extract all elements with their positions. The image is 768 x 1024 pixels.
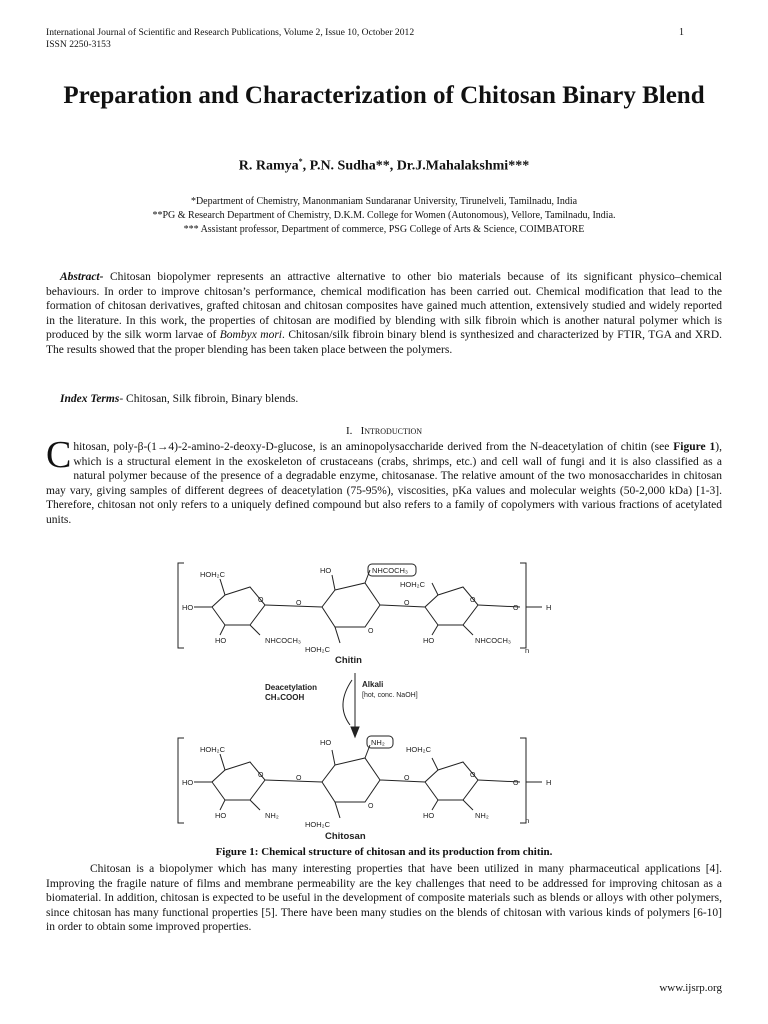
figure-caption: Figure 1: Chemical structure of chitosan and its production from chitin.	[215, 846, 553, 858]
intro-paragraph	[46, 434, 722, 527]
chitosan-ho-label: HO	[215, 811, 227, 820]
chitin-ho-end: HO	[182, 603, 194, 612]
abstract-label: Abstract-	[60, 271, 104, 283]
chitin-hoh2c-label: HOH₂C	[200, 570, 225, 579]
ring-oxygen: O	[470, 772, 476, 779]
paper-title: Preparation and Characterization of Chitosan Binary Blend	[63, 82, 705, 109]
chitosan-ho-label: HO	[320, 738, 332, 747]
affiliation-3: *** Assistant professor, Department of commerce, PSG College of Arts & Science, COIMBATORE	[183, 224, 585, 235]
affiliations	[0, 195, 768, 237]
chitosan-h-end: H	[546, 778, 552, 787]
glycosidic-oxygen: O	[404, 775, 410, 782]
author-1: R. Ramya	[238, 158, 299, 174]
chitin-nhcoch3-label: NHCOCH₃	[265, 636, 301, 645]
chitosan-ho-end: HO	[182, 778, 194, 787]
affiliation-1: *Department of Chemistry, Manonmaniam Sundaranar University, Tirunelveli, Tamilnadu, India	[190, 196, 578, 207]
chitin-hoh2c-label: HOH₂C	[305, 645, 330, 654]
index-terms	[46, 392, 722, 407]
terminal-oxygen: O	[513, 780, 519, 787]
intro-text-1: hitosan, poly-β-(1→4)-2-amino-2-deoxy-D-glucose, is an aminopolysaccharide derived from the N-deacetylation of chitin (see	[73, 441, 674, 453]
chemical-structure-figure	[170, 555, 570, 845]
section-number: I.	[345, 425, 353, 437]
intro-text-2: ), which is a structural element in the exoskeleton of crustaceans (crabs, shrimps, etc.) and cell wall of fungi and it is also classified as a natural polymer because of the presence of a degradable enzyme, chitosanase. The relative amount of the two monosaccharides in chitosan may vary, giving samples of different degrees of deacetylation (75-95%), viscosities, pKa values and molecular weights (50-2,000 kDa) [1-3]. Therefore, chitosan not only refers to a uniquely defined compound but also refers to a family of copolymers with various fractions of acetylated units.	[46, 441, 722, 526]
glycosidic-oxygen: O	[296, 600, 302, 607]
chitosan-repeat-n: n	[525, 816, 530, 825]
terminal-oxygen: O	[513, 605, 519, 612]
affiliation-2: **PG & Research Department of Chemistry, D.K.M. College for Women (Autonomous), Vellore, Tamilnadu, India.	[152, 210, 616, 221]
chitosan-nh2-boxed: NH₂	[371, 738, 385, 747]
alkali-conditions: [hot, conc. NaOH]	[362, 692, 418, 699]
chitin-ho-label: HO	[320, 566, 332, 575]
ring-oxygen: O	[470, 597, 476, 604]
chitin-nhcoch3-boxed: NHCOCH₃	[372, 566, 408, 575]
chitosan-label: Chitosan	[325, 831, 366, 842]
glycosidic-oxygen: O	[404, 600, 410, 607]
chitosan-hoh2c-label: HOH₂C	[305, 820, 330, 829]
section-title: Introduction	[360, 425, 423, 437]
chitin-label: Chitin	[335, 655, 362, 666]
ring-oxygen: O	[258, 597, 264, 604]
ch3cooh-label: CH₃COOH	[265, 693, 305, 702]
abstract-text-2: . Chitosan/silk fibroin binary blend is synthesized and characterized by FTIR, TGA and XRD. The results showed that the proper blending has been taken place between the polymers.	[46, 329, 723, 356]
chitosan-hoh2c-label: HOH₂C	[406, 745, 431, 754]
abstract-species: Bombyx mori	[219, 329, 283, 341]
chitosan-nh2-label: NH₂	[265, 811, 279, 820]
glycosidic-oxygen: O	[296, 775, 302, 782]
figure-ref: Figure 1	[673, 441, 716, 453]
ring-oxygen: O	[368, 628, 374, 635]
abstract	[46, 270, 722, 357]
chitin-hoh2c-label: HOH₂C	[400, 580, 425, 589]
page-number: 1	[679, 27, 684, 38]
journal-name: International Journal of Scientific and Research Publications, Volume 2, Issue 10, October 2012	[46, 27, 415, 38]
footer-url: www.ijsrp.org	[659, 982, 722, 994]
section-heading	[0, 425, 768, 437]
chitin-repeat-n: n	[525, 646, 530, 655]
body-paragraph-2: Chitosan is a biopolymer which has many interesting properties that have been utilized in many pharmaceutical applications [4]. Improving the fragile nature of films and membrane permeability are the key challenges that need to be addressed for improving chitosan as a biomaterial. In addition, chitosan is expected to be useful in the development of composite materials such as blends or alloys with other polymers, since chitosan has many functional properties [5]. There have been many studies on the blends of chitosan with various kinds of polymers [6-10] in order to obtain some improved properties.	[46, 863, 722, 933]
alkali-label: Alkali	[362, 680, 384, 689]
index-terms-label: Index Terms	[60, 393, 120, 405]
author-list	[0, 157, 768, 175]
author-1-mark: *	[298, 157, 303, 166]
chitin-h-end: H	[546, 603, 552, 612]
chitin-ho-label: HO	[423, 636, 435, 645]
ring-oxygen: O	[258, 772, 264, 779]
issn: ISSN 2250-3153	[46, 39, 111, 50]
running-header	[46, 27, 414, 51]
deacetylation-label: Deacetylation	[265, 683, 318, 692]
other-authors: , P.N. Sudha**, Dr.J.Mahalakshmi***	[302, 158, 530, 174]
ring-oxygen: O	[368, 803, 374, 810]
chitosan-hoh2c-label: HOH₂C	[200, 745, 225, 754]
chitin-ho-label: HO	[215, 636, 227, 645]
chitosan-nh2-label: NH₂	[475, 811, 489, 820]
index-terms-text: - Chitosan, Silk fibroin, Binary blends.	[119, 393, 299, 405]
abstract-text-1: Chitosan biopolymer represents an attractive alternative to other bio materials because of its significant physico–chemical behaviours. In order to improve chitosan’s performance, chemical modification has been carried out. Chemical modification that lead to the formation of chitosan derivatives, grafted chitosan and chitosan composites have gained much attention, extensively studied and widely reported in the literature. In this work, the properties of chitosan are modified by blending with silk fibroin which is another natural polymer which is produced by the silk worm larvae of	[46, 271, 722, 341]
chitin-nhcoch3-label: NHCOCH₃	[475, 636, 511, 645]
drop-cap: C	[46, 434, 72, 476]
chitosan-ho-label: HO	[423, 811, 435, 820]
